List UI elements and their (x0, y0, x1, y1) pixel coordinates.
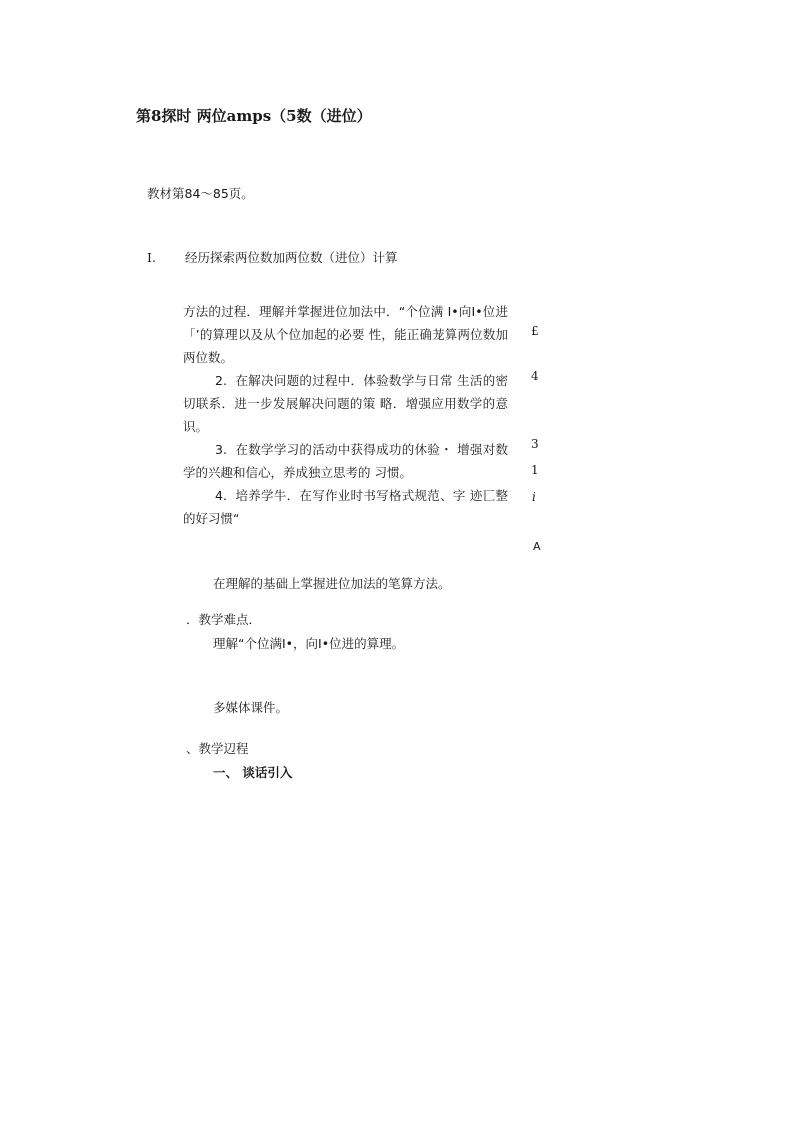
objective-1-continued: 方法的过程．理解并掌握进位加法中．“个位满 I•向I•位进「’的算理以及从个位加起的必要 性，能正确茏算两位数加两位数。 (183, 304, 508, 365)
objective-4-number: 4. (215, 488, 227, 503)
objective-1-first-line: 经历探索两位数加两位数（进位）计算 (185, 250, 398, 265)
objective-2 (183, 369, 508, 438)
difficulty-text: 理解“个位满I•，向I•位进的算理。 (213, 636, 405, 651)
objective-2-text: 在解决问题的过程中．体验数学与日常 生活的密切联系．进一步发展解决问题的策 略．增强应用数学的意识。 (183, 373, 508, 434)
margin-mark: 1 (531, 463, 539, 477)
objective-2-number: 2. (215, 373, 227, 388)
process-heading: 、教学辺程 (186, 741, 249, 756)
margin-mark: i (532, 490, 536, 504)
objectives-marker: I. (147, 250, 156, 265)
objective-4-text: 培养学牛．在写作业时书写格式规范、字 迹匸整的好习惯“ (183, 488, 508, 526)
process-step-1: 一、 谈话引入 (213, 765, 293, 780)
key-point-text: 在理解的基础上掌握进位加法的笔算方法。 (213, 576, 451, 591)
page-title: 第8探时 两位amps（5数（进位） (136, 107, 372, 125)
objectives-list (183, 300, 508, 530)
objective-3 (183, 438, 508, 484)
difficulty-heading: ．教学难点． (186, 612, 262, 627)
margin-mark: 4 (531, 369, 539, 383)
objective-3-number: 3. (215, 442, 227, 457)
objective-4 (183, 484, 508, 530)
margin-mark: £ (531, 324, 539, 338)
preparation-text: 多媒体课件。 (213, 700, 289, 715)
margin-mark: A (533, 540, 541, 553)
objective-3-text: 在数学学习的活动中获得成功的休验・ 增强对数学的兴趣和信心，养成独立思考的 习惯。 (183, 442, 508, 480)
margin-mark: 3 (531, 437, 539, 451)
teaching-materials: 教材第84～85页。 (147, 186, 254, 201)
